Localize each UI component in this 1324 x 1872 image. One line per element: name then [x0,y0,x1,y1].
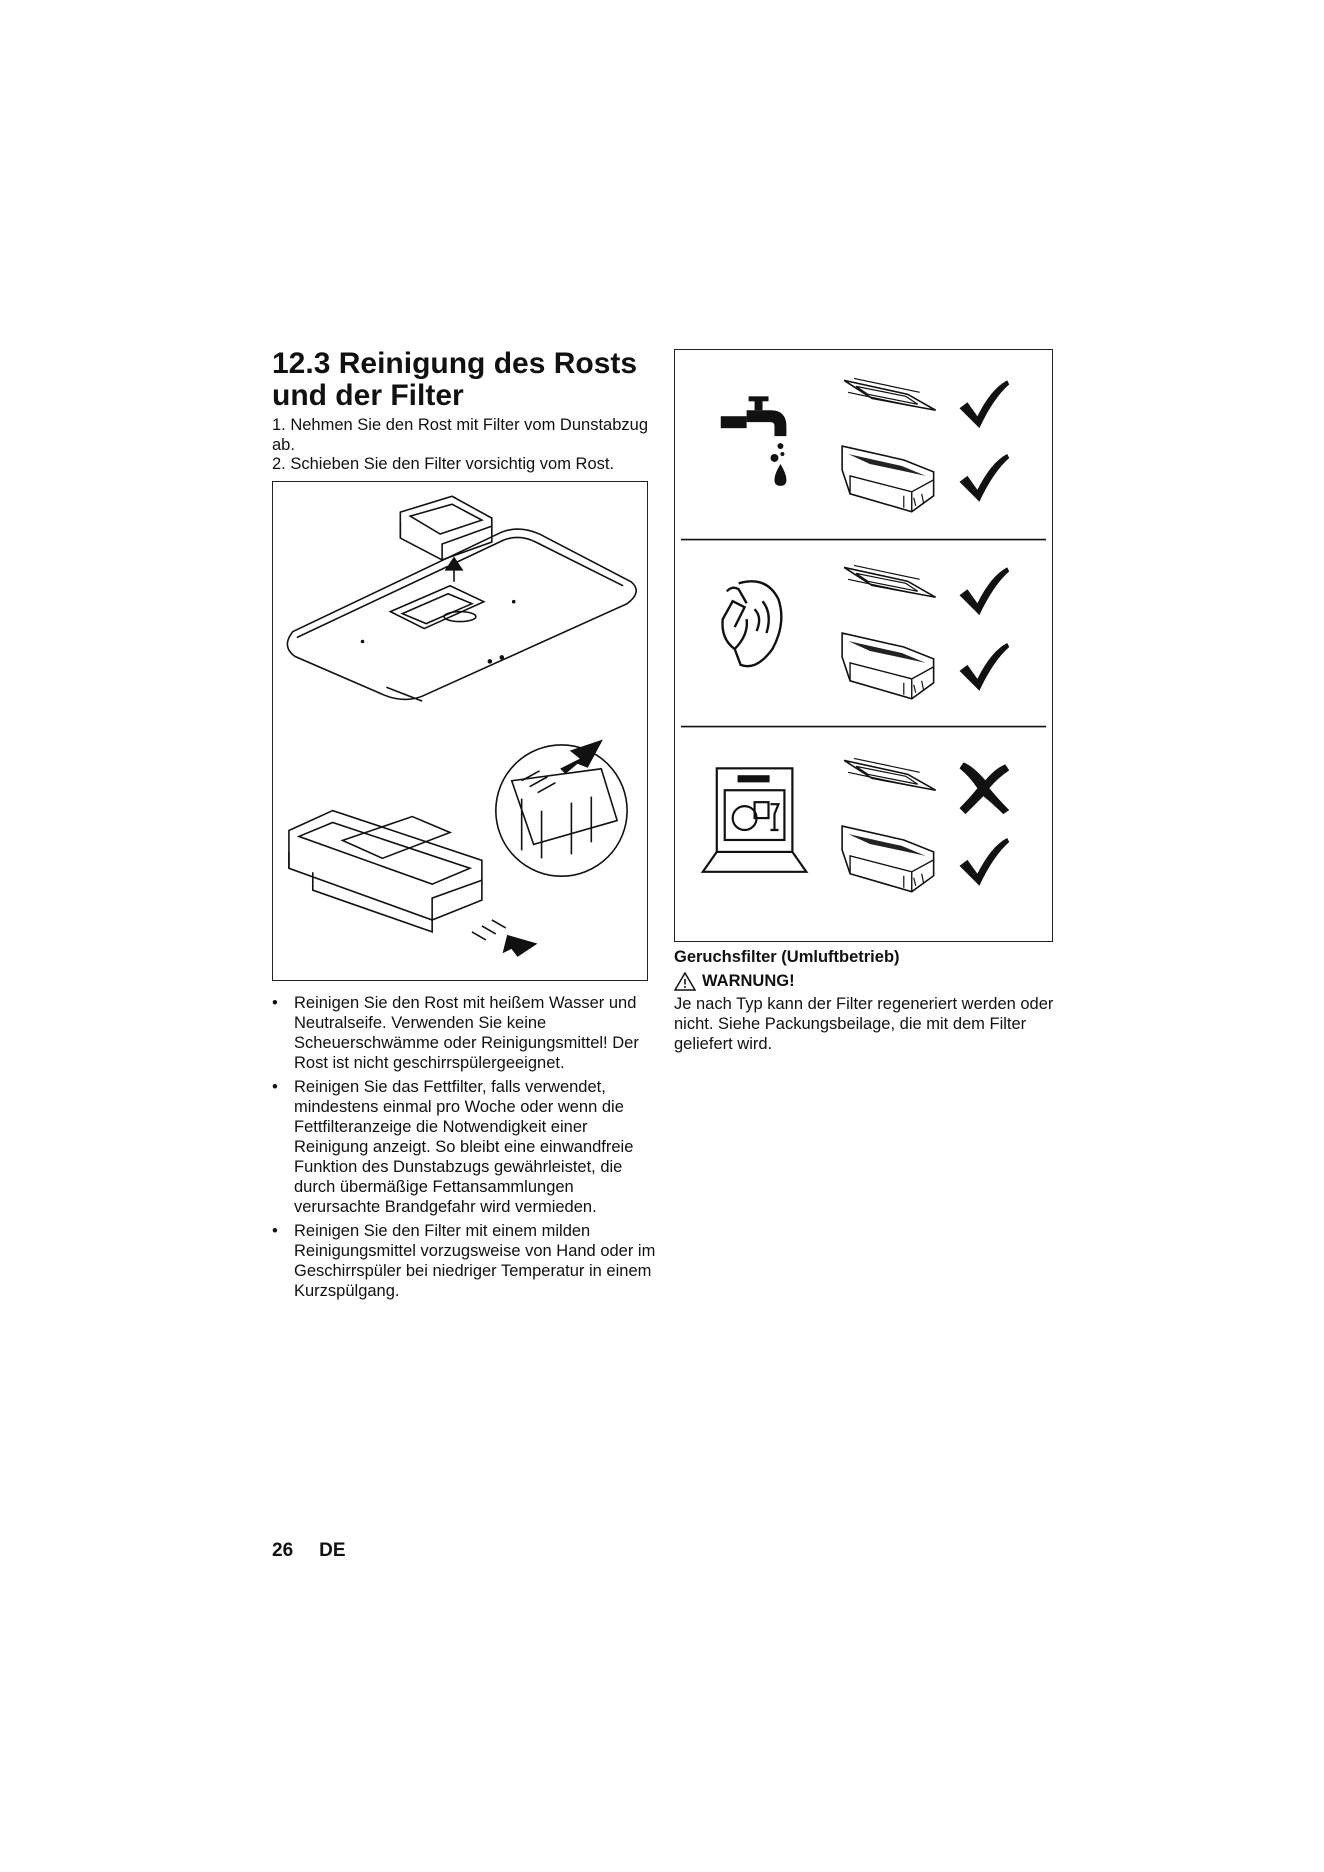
metal-frame-icon [844,378,936,410]
warning-text: Je nach Typ kann der Filter regeneriert werden oder nicht. Siehe Packungsbeilage, die mit dem Filter geliefert wird. [674,995,1054,1053]
page-footer [272,1540,346,1562]
filter-cassette-icon [842,446,934,512]
cleaning-instructions-list [272,993,656,1305]
list-item [272,1077,656,1217]
step-item: 1. Nehmen Sie den Rost mit Filter vom Dunstabzug ab. [272,416,648,454]
list-item [272,993,656,1073]
checkmark-icon [959,454,1009,502]
instruction-steps [272,416,652,475]
warning-label: WARNUNG! [702,972,795,990]
cleaning-method-chart [674,349,1053,942]
dishwasher-icon [703,768,806,871]
step-item: 2. Schieben Sie den Filter vorsichtig vom Rost. [272,455,615,473]
bullet-marker: • [272,1222,278,1240]
filter-cassette-icon [842,826,934,892]
list-item-text: Reinigen Sie den Rost mit heißem Wasser und Neutralseife. Verwenden Sie keine Scheuerschwämme oder Reinigungsmittel! Der Rost ist nicht geschirrspülergeeignet. [294,994,639,1072]
bullet-marker: • [272,994,278,1012]
checkmark-icon [959,838,1009,886]
grid-filter-removal-illustration [272,481,648,981]
warning-triangle-icon [674,972,696,991]
hand-cloth-icon [722,581,781,666]
odor-filter-heading: Geruchsfilter (Umluftbetrieb) [674,948,900,966]
section-title: 12.3 Reinigung des Rosts und der Filter [272,347,638,412]
language-code: DE [319,1540,346,1561]
grid-and-filter-drawing [273,482,647,980]
checkmark-icon [959,380,1009,428]
page-number: 26 [272,1540,294,1561]
checkmark-icon [959,643,1009,691]
filter-cassette-icon [842,633,934,699]
metal-frame-icon [844,565,936,597]
list-item-text: Reinigen Sie den Filter mit einem milden Reinigungsmittel vorzugsweise von Hand oder im Geschirrspüler bei niedriger Temperatur in einem Kurzspülgang. [294,1222,656,1300]
cross-mark-icon [959,762,1009,814]
list-item [272,1221,656,1301]
bullet-marker: • [272,1078,278,1096]
warning-heading [674,972,795,991]
metal-frame-icon [844,758,936,790]
checkmark-icon [959,567,1009,615]
faucet-water-icon [721,396,787,486]
list-item-text: Reinigen Sie das Fettfilter, falls verwendet, mindestens einmal pro Woche oder wenn die Fettfilteranzeige die Notwendigkeit einer Reinigung anzeigt. So bleibt eine einwandfreie Funktion des Dunstabzugs gewährleistet, die durch übermäßige Fettansammlungen verursachte Brandgefahr wird vermieden. [294,1078,634,1216]
